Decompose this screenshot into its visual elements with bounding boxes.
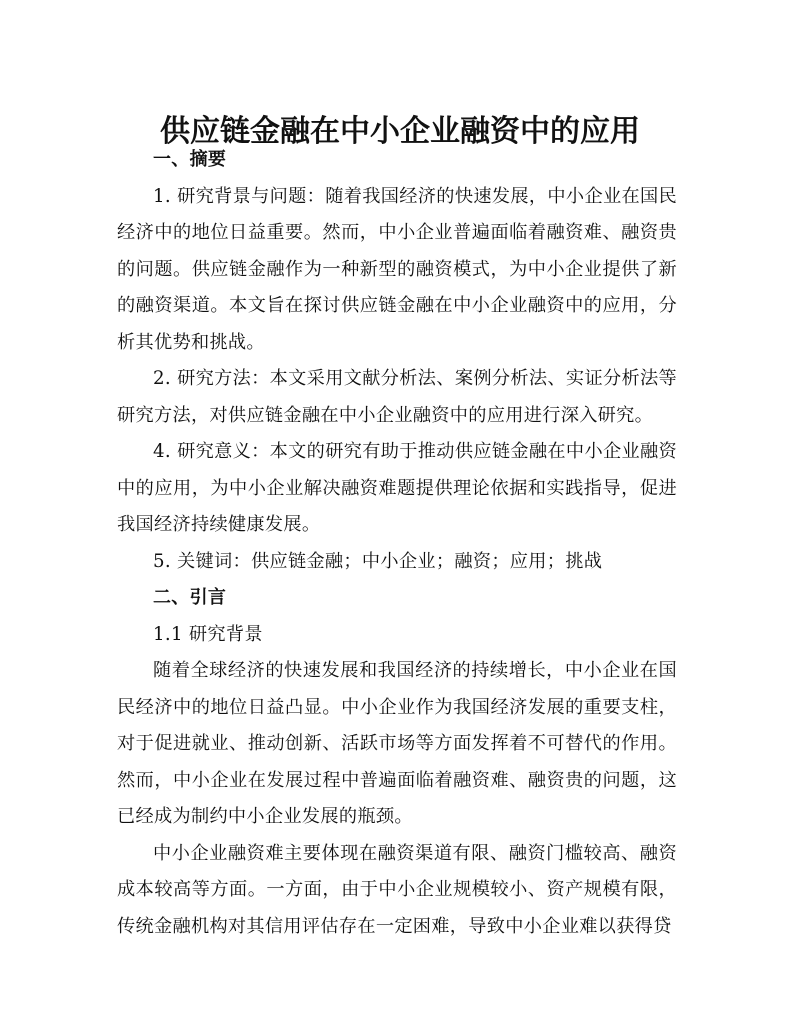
section-heading-abstract: 一、摘要	[153, 149, 227, 170]
section-heading-introduction: 二、引言	[153, 587, 227, 608]
abstract-keywords-paragraph: 5. 关键词：供应链金融；中小企业；融资；应用；挑战	[153, 550, 603, 572]
document-body	[117, 142, 677, 945]
document-title: 供应链金融在中小企业融资中的应用	[160, 114, 640, 150]
abstract-methods-paragraph: 2. 研究方法：本文采用文献分析法、案例分析法、实证分析法等研究方法，对供应链金融在中小企业融资中的应用进行深入研究。	[117, 368, 677, 426]
subsection-heading-background: 1.1 研究背景	[153, 623, 263, 645]
introduction-paragraph-1: 随着全球经济的快速发展和我国经济的持续增长，中小企业在国民经济中的地位日益凸显。中小企业作为我国经济发展的重要支柱，对于促进就业、推动创新、活跃市场等方面发挥着不可替代的作用。然而，中小企业在发展过程中普遍面临着融资难、融资贵的问题，这已经成为制约中小企业发展的瓶颈。	[117, 660, 677, 827]
abstract-background-paragraph: 1. 研究背景与问题：随着我国经济的快速发展，中小企业在国民经济中的地位日益重要。然而，中小企业普遍面临着融资难、融资贵的问题。供应链金融作为一种新型的融资模式，为中小企业提供了新的融资渠道。本文旨在探讨供应链金融在中小企业融资中的应用，分析其优势和挑战。	[117, 185, 677, 353]
introduction-paragraph-2: 中小企业融资难主要体现在融资渠道有限、融资门槛较高、融资成本较高等方面。一方面，由于中小企业规模较小、资产规模有限，传统金融机构对其信用评估存在一定困难，导致中小企业难以获得贷	[117, 842, 677, 937]
abstract-significance-paragraph: 4. 研究意义：本文的研究有助于推动供应链金融在中小企业融资中的应用，为中小企业解决融资难题提供理论依据和实践指导，促进我国经济持续健康发展。	[117, 441, 677, 535]
